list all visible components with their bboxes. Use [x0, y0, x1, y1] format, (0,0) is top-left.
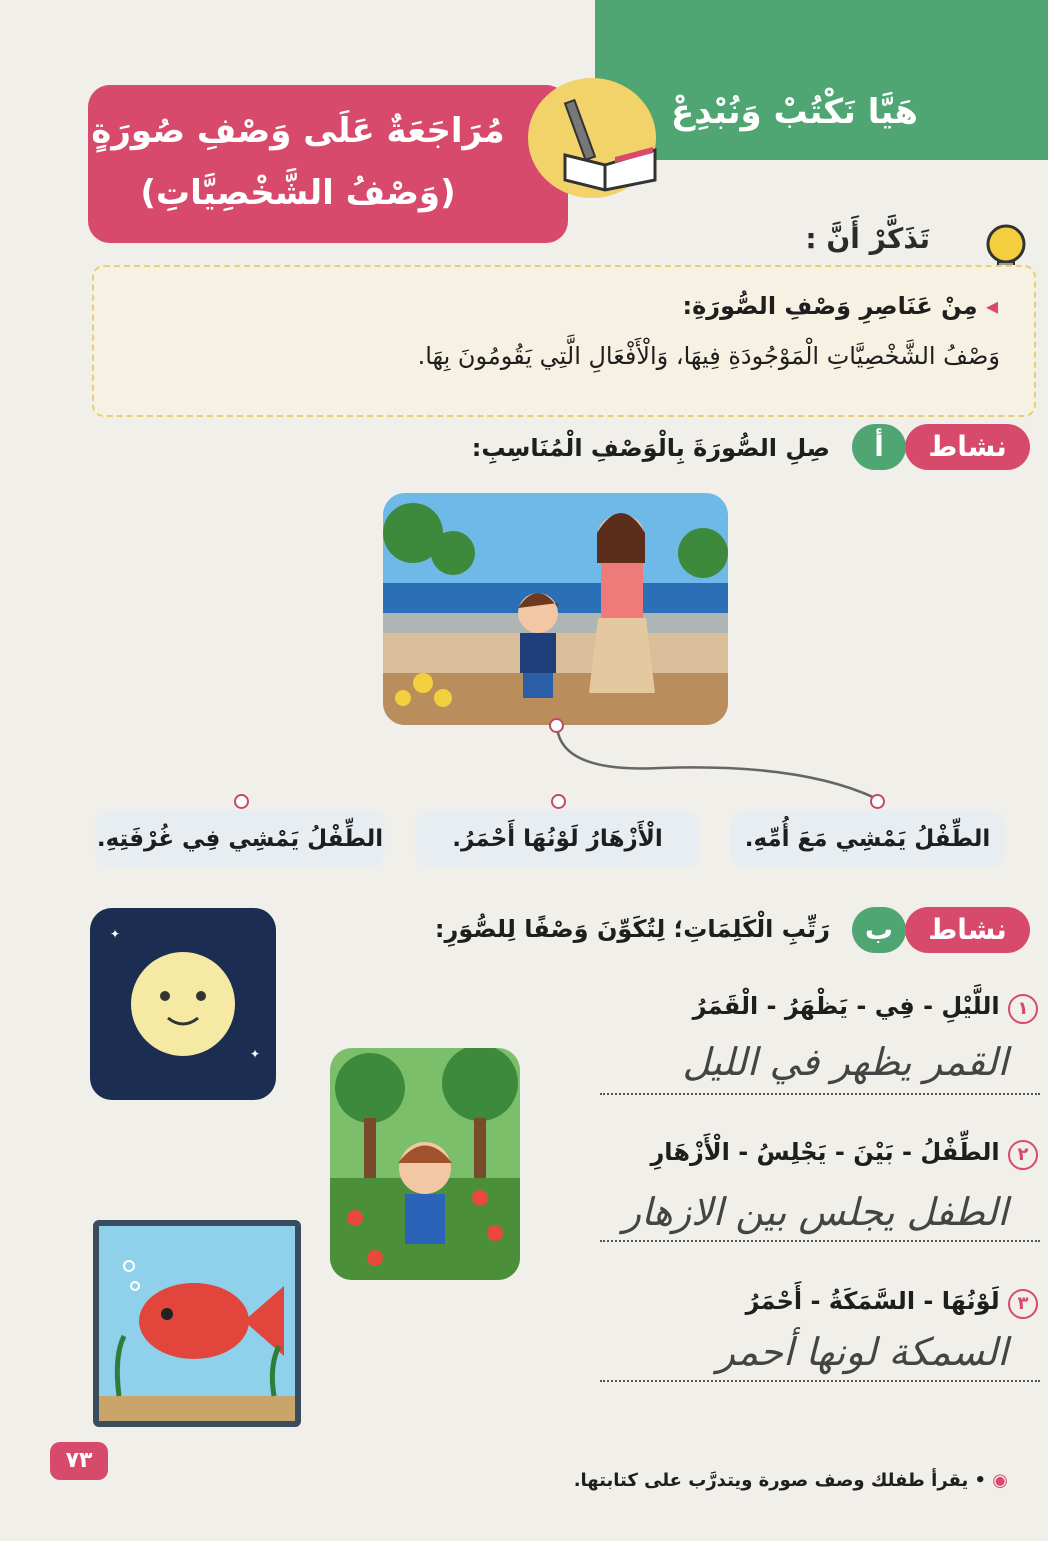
parent-note-bullet: •	[968, 1470, 987, 1491]
picture-connector-dot[interactable]	[549, 718, 564, 733]
fish-tank-picture	[93, 1220, 301, 1427]
question-2-words: الطِّفْلُ - بَيْنَ - يَجْلِسُ - الْأَزْهَارِ	[650, 1138, 1000, 1166]
activity-a-instruction: صِلِ الصُّورَةَ بِالْوَصْفِ الْمُنَاسِبِ:	[471, 434, 830, 462]
question-2	[650, 1138, 1038, 1170]
boy-garden-illustration	[330, 1048, 520, 1280]
svg-text:✦: ✦	[110, 927, 121, 941]
swirl-icon: ◉	[986, 1470, 1008, 1491]
fish-tank-illustration	[99, 1226, 295, 1421]
page-number: ٧٣	[50, 1442, 108, 1480]
parent-note	[574, 1470, 1008, 1491]
choice-dot-2[interactable]	[551, 794, 566, 809]
remember-box	[92, 265, 1036, 417]
lesson-title	[88, 100, 508, 224]
choice-3[interactable]: الطِّفْلُ يَمْشِي فِي غُرْفَتِهِ.	[95, 810, 385, 868]
answer-1[interactable]: القمر يظهر في الليل	[682, 1040, 1008, 1084]
park-walk-illustration	[383, 493, 728, 725]
remember-point-text: وَصْفُ الشَّخْصِيَّاتِ الْمَوْجُودَةِ فِيهَا، وَالْأَفْعَالِ الَّتِي يَقُومُونَ بِهَا.	[417, 342, 1000, 370]
answer-line-1	[600, 1093, 1040, 1095]
activity-a-letter: أ	[852, 424, 906, 470]
moon-picture	[90, 908, 276, 1100]
boy-flowers-picture	[330, 1048, 520, 1280]
svg-text:✦: ✦	[250, 1047, 261, 1061]
question-1-words: اللَّيْلِ - فِي - يَظْهَرُ - الْقَمَرُ	[692, 992, 1000, 1020]
moon-illustration	[90, 908, 276, 1100]
choice-dot-1[interactable]	[870, 794, 885, 809]
choice-1[interactable]: الطِّفْلُ يَمْشِي مَعَ أُمِّهِ.	[730, 810, 1005, 868]
section-title-green: هَيَّا نَكْتُبْ وَنُبْدِعْ	[671, 92, 918, 132]
remember-point-label: مِنْ عَنَاصِرِ وَصْفِ الصُّورَةِ:	[682, 292, 978, 320]
activity-b-instruction: رَتِّبِ الْكَلِمَاتِ؛ لِتُكَوِّنَ وَصْفًا لِلصُّوَرِ:	[434, 915, 830, 943]
mother-child-picture	[383, 493, 728, 725]
answer-line-2	[600, 1240, 1040, 1242]
question-1	[693, 992, 1038, 1024]
remember-point-title	[683, 292, 998, 320]
activity-b-letter: ب	[852, 907, 906, 953]
question-3	[746, 1287, 1038, 1319]
choice-2[interactable]: الْأَزْهَارُ لَوْنُهَا أَحْمَرُ.	[415, 810, 700, 868]
answer-line-3	[600, 1380, 1040, 1382]
lesson-title-line2: (وَصْفُ الشَّخْصِيَّاتِ)	[140, 173, 456, 213]
bullet-triangle-icon: ◂	[977, 292, 998, 320]
lesson-title-line1: مُرَاجَعَةٌ عَلَى وَصْفِ صُورَةٍ	[91, 111, 505, 151]
question-2-number: ٢	[1008, 1140, 1038, 1170]
question-1-number: ١	[1008, 994, 1038, 1024]
remember-title: تَذَكَّرْ أَنَّ :	[805, 222, 930, 255]
answer-2[interactable]: الطفل يجلس بين الازهار	[622, 1190, 1008, 1234]
answer-3[interactable]: السمكة لونها أحمر	[716, 1330, 1008, 1374]
choice-dot-3[interactable]	[234, 794, 249, 809]
question-3-words: لَوْنُهَا - السَّمَكَةُ - أَحْمَرُ	[745, 1287, 1000, 1315]
parent-note-text: يقرأ طفلك وصف صورة ويتدرَّب على كتابتها.	[573, 1470, 969, 1491]
activity-a-label: نشاط	[905, 424, 1030, 470]
activity-b-label: نشاط	[905, 907, 1030, 953]
book-pencil-icon	[555, 95, 665, 195]
question-3-number: ٣	[1008, 1289, 1038, 1319]
